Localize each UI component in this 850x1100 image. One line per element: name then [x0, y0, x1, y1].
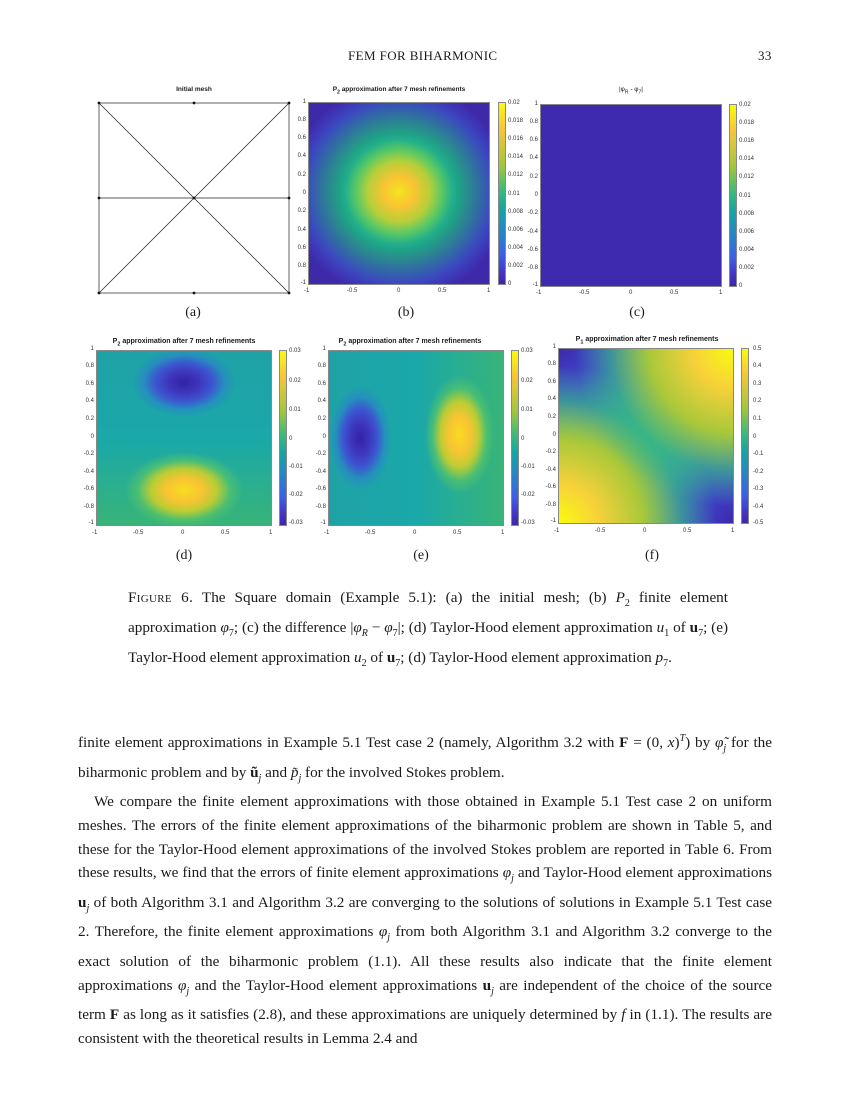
panel-b-cbar-ticks: 0.02 0.018 0.016 0.014 0.012 0.01 0.008 0.006 0.004 0.002 0: [508, 100, 524, 287]
panel-d-xticks: -1 -0.5 0 0.5 1: [92, 530, 273, 536]
panel-a-label: (a): [185, 305, 201, 320]
panel-f-heatmap: [558, 348, 734, 524]
panel-b-heatmap: [308, 102, 490, 285]
caption-label: Figure 6.: [128, 589, 194, 606]
panel-c-colorbar: [729, 104, 737, 287]
panel-d-yticks: 1 0.8 0.6 0.4 0.2 0 -0.2 -0.4 -0.6 -0.8 -1: [83, 346, 94, 526]
panel-c-cbar-ticks: 0.02 0.018 0.016 0.014 0.012 0.01 0.008 0.006 0.004 0.002 0: [739, 102, 755, 289]
panel-e-cbar-ticks: 0.03 0.02 0.01 0 -0.01 -0.02 -0.03: [521, 348, 535, 526]
panel-f-xticks: -1 -0.5 0 0.5 1: [554, 528, 735, 534]
panel-f-colorbar: [741, 348, 749, 524]
panel-f-title: $P_1$ approximation after 7 mesh refinements: [575, 336, 719, 346]
panel-b-colorbar: [498, 102, 506, 285]
panel-e-xticks: -1 -0.5 0 0.5 1: [324, 530, 505, 536]
panel-d-colorbar: [279, 350, 287, 526]
panel-d-title: $P_2$ approximation after 7 mesh refinements: [112, 338, 256, 348]
body-text: [78, 727, 772, 1050]
panel-a-mesh: [96, 100, 292, 296]
panel-c-title: $|\varphi_R - \varphi_7|$: [618, 86, 644, 96]
panel-e-label: (e): [413, 548, 429, 563]
panel-e-heatmap: [328, 350, 504, 526]
panel-a-title: Initial mesh: [176, 86, 212, 93]
panel-e-colorbar: [511, 350, 519, 526]
panel-c-yticks: 1 0.8 0.6 0.4 0.2 0 -0.2 -0.4 -0.6 -0.8 -1: [527, 101, 538, 288]
panel-b-yticks: 1 0.8 0.6 0.4 0.2 0 0.2 0.4 0.6 0.8 -1: [297, 99, 306, 286]
figure-caption: Figure 6. The Square domain (Example 5.1): (a) the initial mesh; (b) $P_2$ finite element approximation $\varphi_7$; (c) the difference $|\varphi_R - \varphi_7|$; (d) Taylor-Hood element approximation $u_1$ of $u_7$; (e) Taylor-Hood element approximation $u_2$ of $u_7$; (d) Taylor-Hood element approximation $p_7$.: [128, 589, 729, 670]
panel-d-heatmap: [96, 350, 272, 526]
panel-f-label: (f): [645, 548, 659, 563]
panel-f-cbar-ticks: 0.5 0.4 0.3 0.2 0.1 0 -0.1 -0.2 -0.3 -0.4 -0.5: [753, 346, 764, 526]
panel-e-yticks: 1 0.8 0.6 0.4 0.2 0 -0.2 -0.4 -0.6 -0.8 -1: [315, 346, 326, 526]
panel-d-cbar-ticks: 0.03 0.02 0.01 0 -0.01 -0.02 -0.03: [289, 348, 303, 526]
page-number: 33: [758, 48, 772, 63]
paragraph-2: We compare the finite element approximations with those obtained in Example 5.1 Test case 2 on uniform meshes. The errors of the finite element approximations of the biharmonic problem are shown in Table 5, and these for the Taylor-Hood element approximations of the involved Stokes problem are reported in Table 6. From these results, we find that the errors of finite element approximations $\varphi_j$ and Taylor-Hood element approximations $u_j$ of both Algorithm 3.1 and Algorithm 3.2 are converging to the solutions of solutions in Example 5.1 Test case 2. Therefore, the finite element approximations $\varphi_j$ from both Algorithm 3.1 and Algorithm 3.2 converge to the exact solution of the biharmonic problem (1.1). All these results also indicate that the finite element approximations $\varphi_j$ and the Taylor-Hood element approximations $u_j$ are independent of the choice of the source term F as long as it satisfies (2.8), and these approximations are uniquely determined by f in (1.1). The results are consistent with the theoretical results in Lemma 2.4 and: [78, 793, 772, 1047]
running-title: FEM FOR BIHARMONIC: [348, 48, 498, 63]
panel-d-label: (d): [175, 548, 193, 563]
panel-b-label: (b): [397, 305, 415, 320]
panel-c-label: (c): [629, 305, 645, 320]
panel-f-yticks: 1 0.8 0.6 0.4 0.2 0 -0.2 -0.4 -0.6 -0.8 -1: [545, 344, 556, 524]
panel-c-xticks: -1 -0.5 0 0.5 1: [536, 290, 723, 296]
panel-e-title: $P_2$ approximation after 7 mesh refinements: [338, 338, 482, 348]
panel-b-xticks: -1 -0.5 0 0.5 1: [304, 288, 491, 294]
paragraph-1: finite element approximations in Example 5.1 Test case 2 (namely, Algorithm 3.2 with F = (0, x)$^T$) by $\varphĩ_j$ for the biharmonic problem and by $ũ_j$ and $p̃_j$ for the involved Stokes problem.: [78, 733, 773, 784]
panel-c-heatmap: [540, 104, 722, 287]
panel-b-title: $P_2$ approximation after 7 mesh refinements: [332, 86, 466, 96]
